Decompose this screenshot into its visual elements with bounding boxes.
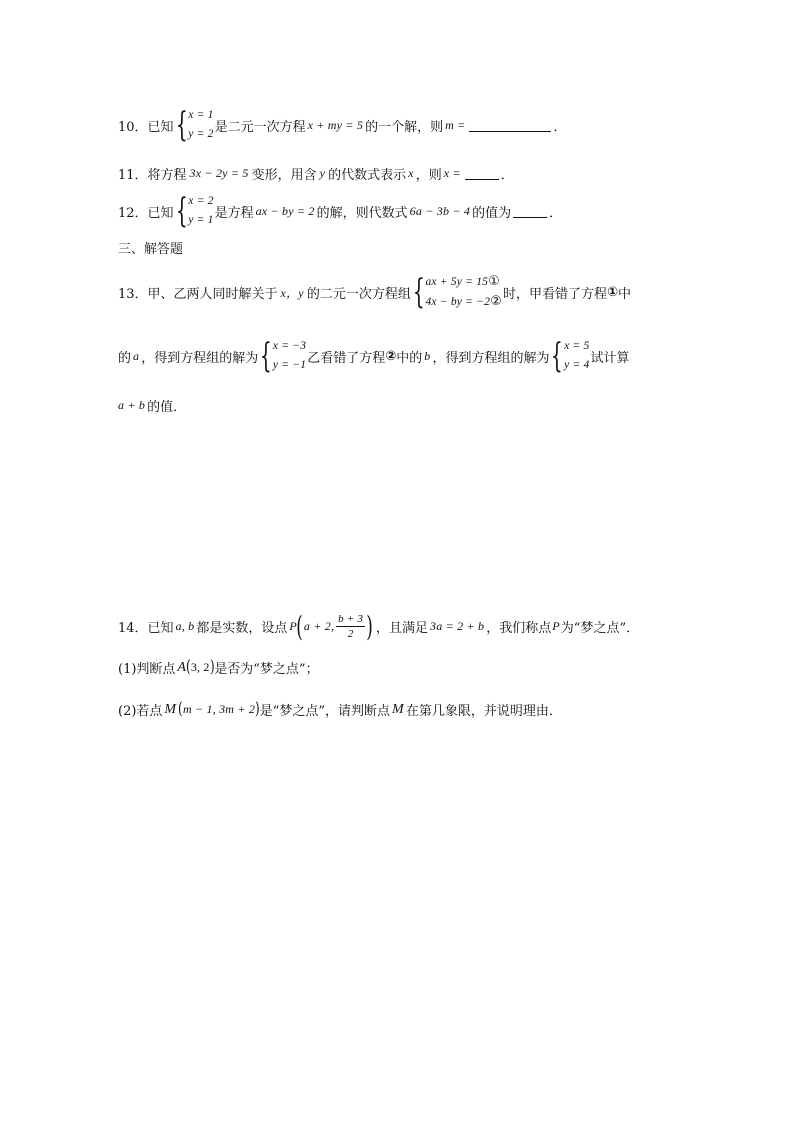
q14-point-a-coords: 3, 2: [190, 660, 210, 674]
question-13-line3: [118, 396, 186, 415]
q10-sys-row2: y = 2: [188, 128, 214, 140]
question-13-line2: [118, 337, 630, 375]
q13-line1-end-a: 时，甲看错了方程: [502, 286, 607, 302]
question-14-part1: [118, 658, 319, 677]
q11-var-y: y: [319, 166, 326, 180]
q14-part2-start: (2)若点: [118, 704, 163, 719]
q13-line2-mid2: 乙看错了方程: [307, 350, 386, 366]
q12-text3: 的值为: [472, 205, 512, 221]
question-11: [118, 164, 514, 183]
q10-answer-blank[interactable]: [469, 119, 551, 132]
q12-text2: 的解，则代数式: [316, 205, 408, 221]
right-paren: ): [366, 609, 373, 643]
q10-sys-row1: x = 1: [188, 109, 214, 121]
left-paren: (: [296, 609, 303, 643]
q11-text3: ，则: [415, 168, 442, 183]
q11-answer-blank[interactable]: [465, 167, 499, 180]
q10-var-m: m =: [445, 117, 466, 132]
circle-1-mark: ①: [606, 284, 618, 300]
brace: {: [175, 105, 188, 145]
q14-frac-den: 2: [347, 628, 354, 640]
q14-part2-mid: 是“梦之点”，请判断点: [259, 704, 391, 719]
q11-text1: 变形，用含: [251, 168, 317, 183]
q13-var-a: a: [133, 348, 140, 363]
q11-var-x: x: [408, 166, 414, 180]
left-paren: (: [186, 657, 191, 677]
q14-point-p2: P: [552, 619, 560, 633]
q13-sol1-row2: y = −1: [272, 359, 307, 371]
circle-2-mark: ②: [385, 348, 397, 364]
q12-sys-row2: y = 1: [188, 214, 214, 226]
q11-number: 11．将方程: [118, 168, 187, 183]
q12-end: ．: [549, 205, 563, 221]
right-paren: ): [209, 657, 215, 677]
q10-text2: 的一个解，则: [365, 119, 444, 135]
q13-line1-start: 13．甲、乙两人同时解关于: [118, 286, 278, 302]
q14-point-m: M: [164, 701, 177, 717]
q14-frac-num: b + 3: [338, 613, 364, 625]
q13-line2-start: 的: [118, 350, 132, 366]
q13-var-b: b: [424, 348, 431, 363]
q14-number: 14．已知: [118, 621, 174, 636]
q13-line3-expr: a + b: [118, 398, 146, 412]
q11-end: ．: [500, 168, 514, 183]
q13-line2-mid4: ，得到方程组的解为: [432, 350, 550, 366]
q14-part1-end: 是否为“梦之点”；: [214, 662, 319, 677]
circle-2-mark: ②: [490, 294, 502, 309]
q13-line2-mid3: 中的: [396, 350, 423, 366]
question-12: [118, 192, 562, 230]
section-title: 三、解答题: [118, 242, 184, 257]
left-paren: (: [178, 699, 183, 719]
right-paren: ): [255, 699, 260, 719]
q12-system: [175, 192, 214, 230]
q13-line1-end-b: 中: [618, 286, 632, 302]
q13-sol2-row2: y = 4: [564, 359, 590, 371]
q13-solution-1: [259, 337, 306, 375]
q11-equation: 3x − 2y = 5: [189, 166, 249, 180]
q13-vars-xy: x，y: [280, 285, 304, 300]
q13-line2-end: 试计算: [590, 350, 630, 366]
q12-number: 12．已知: [118, 205, 174, 221]
q13-line1-mid: 的二元一次方程组: [306, 286, 411, 302]
q13-sys-row1: ax + 5y = 15①: [425, 274, 500, 289]
q14-condition: 3a = 2 + b: [430, 619, 485, 633]
q14-point-m-coords: m − 1, 3m + 2: [182, 702, 256, 716]
q10-system: [175, 106, 214, 144]
q12-sys-row1: x = 2: [188, 195, 214, 207]
q10-equation: x + my = 5: [307, 117, 364, 132]
q14-p-coord1: a + 2,: [303, 619, 335, 633]
q14-text3: ，我们称点: [486, 621, 552, 636]
brace: {: [175, 191, 188, 231]
q14-fraction: [336, 612, 365, 641]
brace: {: [412, 272, 425, 312]
brace: {: [260, 336, 273, 376]
question-10: [118, 106, 567, 144]
question-13-line1: [118, 272, 631, 312]
brace: {: [551, 336, 564, 376]
q14-text4: 为“梦之点”．: [560, 621, 640, 636]
q10-text1: 是二元一次方程: [214, 119, 306, 135]
q12-equation: ax − by = 2: [255, 203, 315, 218]
q14-part1-start: (1)判断点: [118, 662, 176, 677]
q13-sol1-row1: x = −3: [272, 340, 307, 352]
q14-text1: 都是实数，设点: [196, 621, 288, 636]
q14-point-a: A: [177, 659, 187, 675]
q13-sol2-row1: x = 5: [564, 340, 590, 352]
q14-point-m2: M: [392, 701, 404, 717]
q13-line2-mid1: ，得到方程组的解为: [141, 350, 259, 366]
q13-solution-2: [550, 337, 589, 375]
q14-text2: ，且满足: [376, 621, 429, 636]
q13-sys-row2: 4x − by = −2②: [425, 294, 502, 309]
q10-end: ．: [553, 119, 567, 135]
q14-point-p: P: [289, 619, 297, 633]
q11-var-x-eq: x =: [443, 166, 461, 180]
q14-part2-end: 在第几象限，并说明理由．: [405, 704, 562, 719]
q12-text1: 是方程: [214, 205, 254, 221]
q14-vars-ab: a, b: [175, 619, 195, 633]
question-14-part2: [118, 700, 562, 719]
section-3-title: [118, 238, 183, 257]
q12-answer-blank[interactable]: [513, 205, 547, 218]
question-14: [118, 609, 640, 643]
q11-text2: 的代数式表示: [328, 168, 407, 183]
q12-expression: 6a − 3b − 4: [409, 203, 471, 218]
circle-1-mark: ①: [488, 274, 500, 289]
q13-line3-end: 的值．: [147, 400, 187, 415]
q10-number: 10．已知: [118, 119, 174, 135]
q13-system: [412, 272, 502, 312]
